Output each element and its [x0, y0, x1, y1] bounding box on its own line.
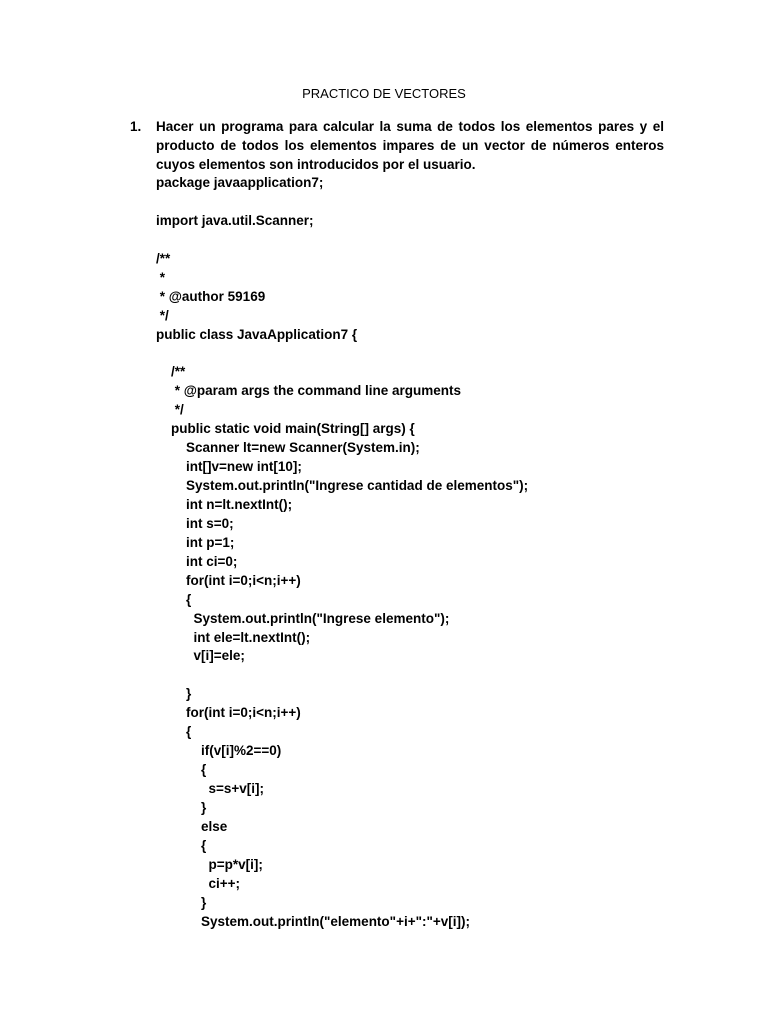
list-item-number: 1. [130, 119, 142, 134]
code-line [156, 231, 664, 250]
code-line: if(v[i]%2==0) [156, 743, 282, 759]
code-line: for(int i=0;i<n;i++) [156, 572, 301, 588]
code-line: * @author 59169 [156, 288, 266, 304]
code-line: System.out.println("Ingrese elemento"); [156, 610, 450, 626]
code-line: p=p*v[i]; [156, 856, 263, 872]
code-line [156, 193, 664, 212]
code-line: int p=1; [156, 534, 235, 550]
code-line: package javaapplication7; [156, 175, 324, 190]
code-line: else [156, 818, 228, 834]
code-line: System.out.println("Ingrese cantidad de elementos"); [156, 478, 529, 493]
code-line: ci++; [156, 875, 241, 891]
code-line: { [156, 837, 207, 853]
code-line: import java.util.Scanner; [156, 212, 314, 228]
code-line: * [156, 269, 166, 285]
code-line: int ele=lt.nextInt(); [156, 629, 311, 645]
code-line [156, 344, 664, 363]
code-line: */ [156, 402, 184, 418]
code-line: public static void main(String[] args) { [156, 421, 415, 437]
code-line: * @param args the command line arguments [156, 383, 461, 399]
code-line: /** [156, 364, 186, 380]
code-line: s=s+v[i]; [156, 781, 265, 796]
code-line: int n=lt.nextInt(); [156, 496, 293, 512]
code-line: System.out.println("elemento"+i+":"+v[i]); [156, 913, 471, 929]
code-line: int[]v=new int[10]; [156, 459, 302, 475]
code-line: v[i]=ele; [156, 648, 245, 664]
code-line: { [156, 762, 207, 778]
code-line: int ci=0; [156, 553, 238, 569]
code-block [156, 174, 664, 932]
code-line: } [156, 686, 192, 702]
code-line: */ [156, 307, 169, 323]
exercise-statement: Hacer un programa para calcular la suma de todos los elementos pares y el producto de todos los elementos impares de un vector de números enteros cuyos elementos son introducidos por el usuario. [156, 119, 664, 172]
code-line: Scanner lt=new Scanner(System.in); [156, 440, 420, 456]
code-line: { [156, 591, 192, 607]
code-line: } [156, 799, 207, 815]
document-title: PRACTICO DE VECTORES [302, 86, 466, 101]
exercise-item [156, 117, 664, 932]
code-line: int s=0; [156, 515, 234, 531]
code-line: } [156, 894, 207, 910]
code-line: /** [156, 250, 171, 266]
code-line: { [156, 724, 192, 740]
code-line: for(int i=0;i<n;i++) [156, 705, 301, 721]
code-line [156, 666, 664, 685]
code-line: public class JavaApplication7 { [156, 326, 358, 342]
